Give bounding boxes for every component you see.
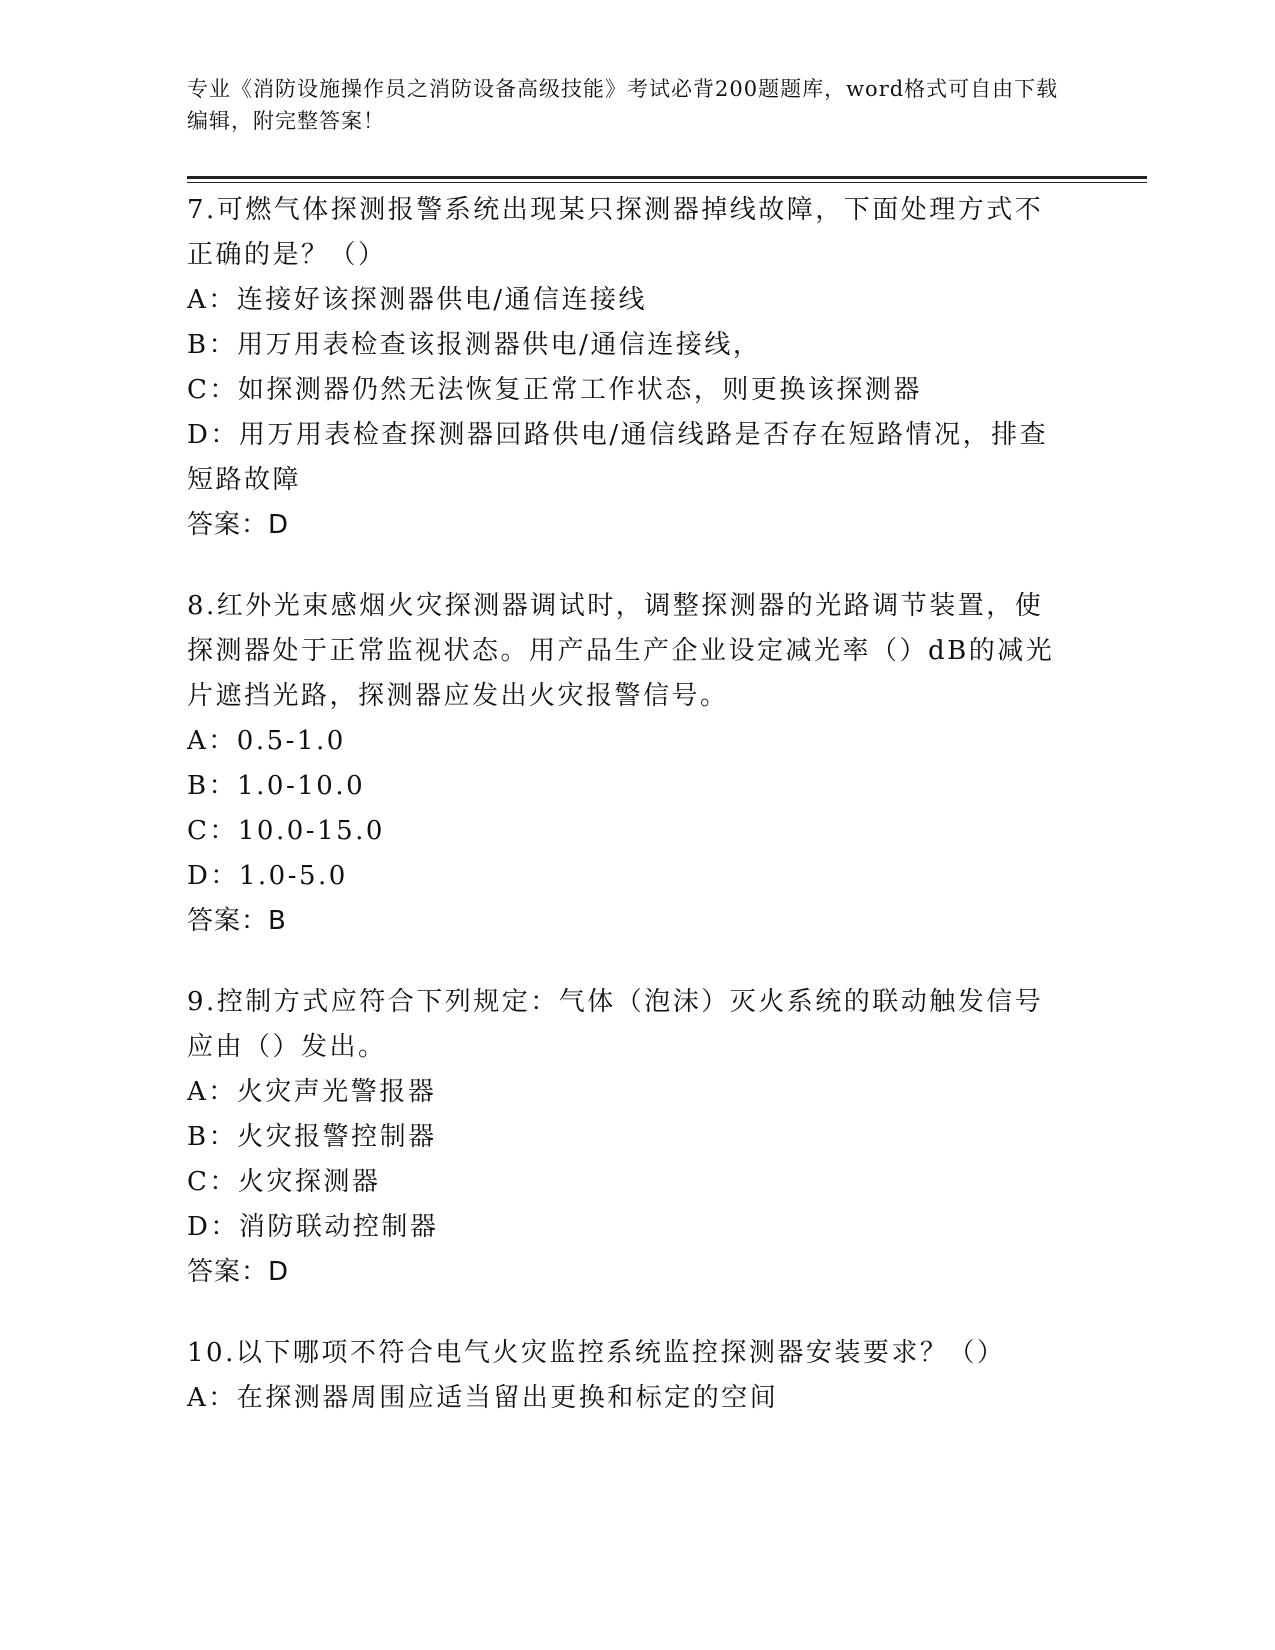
question-item-7 (187, 188, 1067, 548)
question-stem: 9.控制方式应符合下列规定：气体（泡沫）灭火系统的联动触发信号应由（）发出。 (187, 987, 1044, 1062)
option-a: A：火灾声光警报器 (187, 1077, 437, 1107)
question-item-8 (187, 584, 1067, 944)
header-divider-thick (187, 176, 1147, 179)
option-c: C：如探测器仍然无法恢复正常工作状态，则更换该探测器 (187, 375, 922, 405)
question-item-10 (187, 1331, 1067, 1421)
option-d: D：用万用表检查探测器回路供电/通信线路是否存在短路情况，排查短路故障 (187, 420, 1049, 495)
option-b: B：1.0-10.0 (187, 771, 366, 801)
question-stem: 8.红外光束感烟火灾探测器调试时，调整探测器的光路调节装置，使探测器处于正常监视状态。用产品生产企业设定减光率（）dB的减光片遮挡光路，探测器应发出火灾报警信号。 (187, 591, 1055, 711)
header-divider-thin (187, 182, 1147, 183)
question-list (187, 188, 1067, 1457)
question-stem: 7.可燃气体探测报警系统出现某只探测器掉线故障，下面处理方式不正确的是？（） (187, 195, 1044, 270)
option-d: D：消防联动控制器 (187, 1212, 439, 1242)
option-b: B：火灾报警控制器 (187, 1122, 437, 1152)
answer-line: 答案：B (187, 906, 287, 936)
option-c: C：火灾探测器 (187, 1167, 381, 1197)
option-c: C：10.0-15.0 (187, 816, 385, 846)
document-header-note: 专业《消防设施操作员之消防设备高级技能》考试必背200题题库，word格式可自由下载编辑，附完整答案！ (187, 77, 1059, 133)
question-stem: 10.以下哪项不符合电气火灾监控系统监控探测器安装要求？（） (187, 1338, 1006, 1368)
option-a: A：在探测器周围应适当留出更换和标定的空间 (187, 1383, 779, 1413)
option-b: B：用万用表检查该报测器供电/通信连接线， (187, 330, 762, 360)
answer-line: 答案：D (187, 510, 290, 540)
answer-line: 答案：D (187, 1257, 290, 1287)
option-d: D：1.0-5.0 (187, 861, 348, 891)
option-a: A：0.5-1.0 (187, 726, 346, 756)
option-a: A：连接好该探测器供电/通信连接线 (187, 285, 648, 315)
question-item-9 (187, 980, 1067, 1295)
